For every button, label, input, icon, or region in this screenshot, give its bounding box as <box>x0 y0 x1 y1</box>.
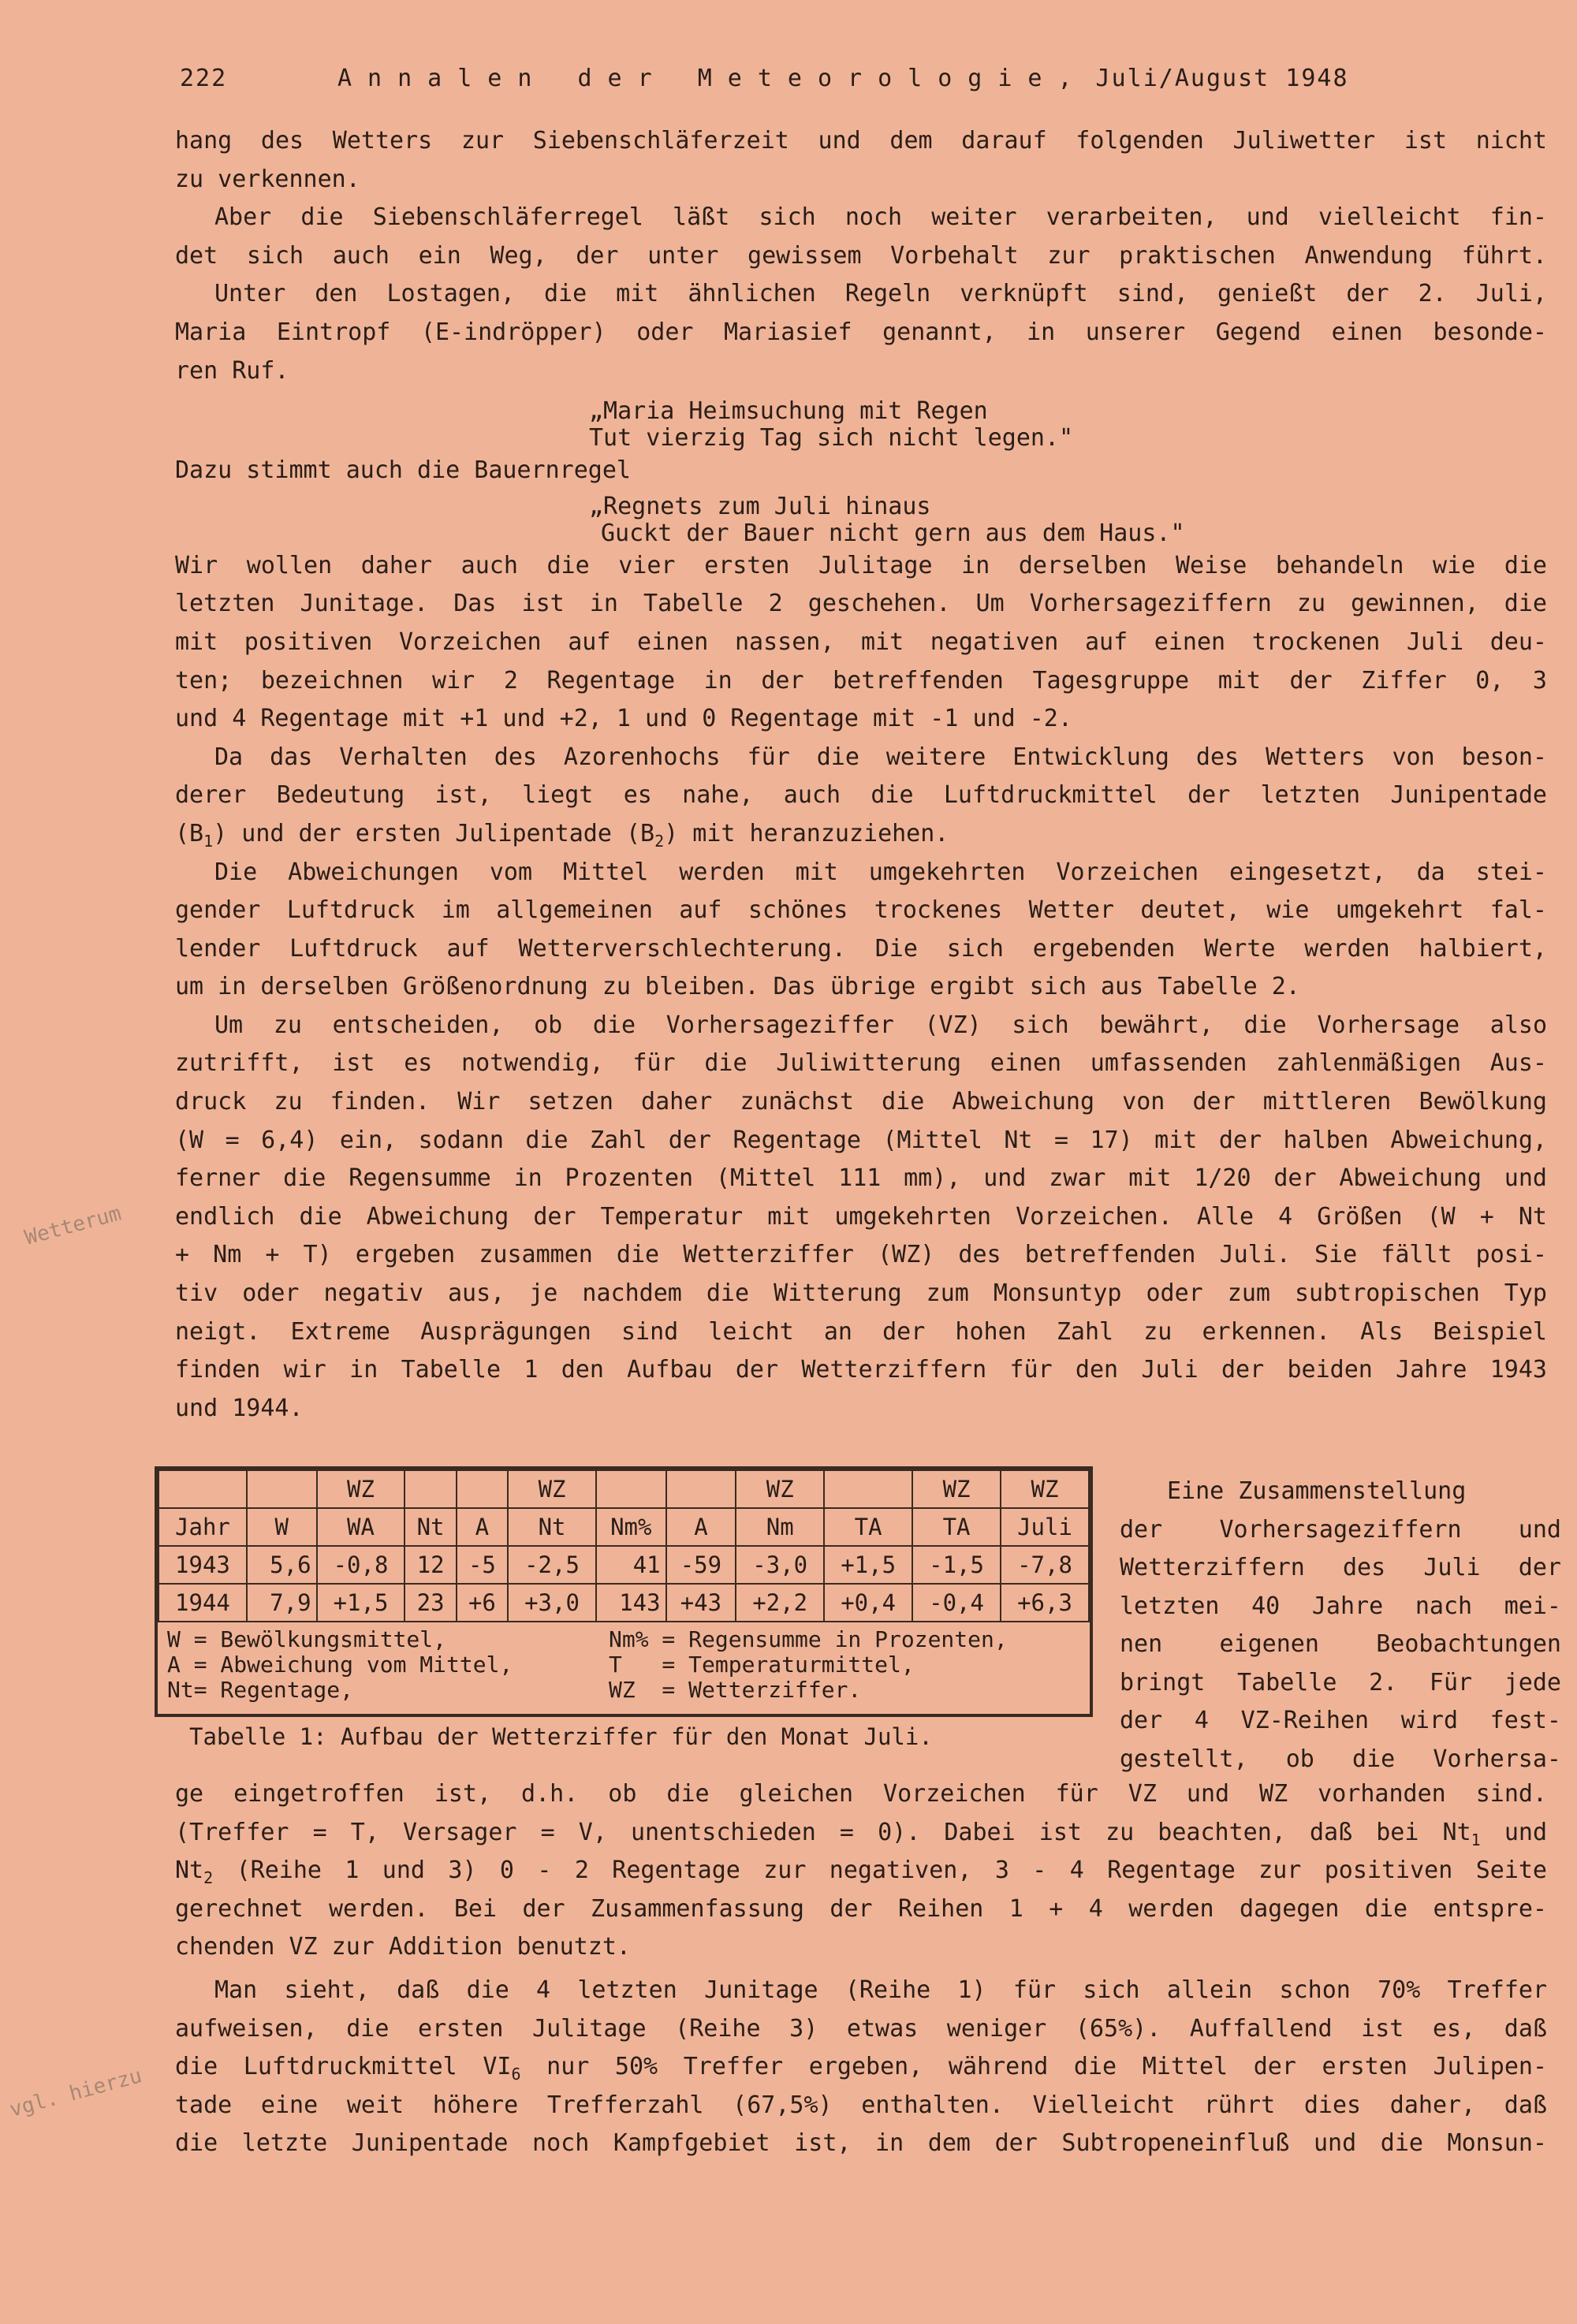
table-row <box>158 1584 1089 1622</box>
table-header: A <box>457 1508 508 1546</box>
text-line: gestellt, ob die Vorhersa- <box>1120 1745 1561 1773</box>
body-text <box>175 122 1547 1428</box>
table-cell: WZ <box>1001 1470 1089 1508</box>
table-cell: 23 <box>405 1584 456 1622</box>
text-line: endlich die Abweichung der Temperatur mit umgekehrten Vorzeichen. Alle 4 Größen (W + Nt <box>175 1202 1547 1231</box>
text-line: finden wir in Tabelle 1 den Aufbau der Wetterziffern für den Juli der beiden Jahre 1943 <box>175 1356 1547 1384</box>
table-cell: 143 <box>596 1584 666 1622</box>
table-cell: +3,0 <box>508 1584 596 1622</box>
subscript: 1 <box>203 831 214 851</box>
verse-line: „Maria Heimsuchung mit Regen <box>589 397 988 426</box>
table-cell: 1943 <box>158 1546 247 1584</box>
data-table <box>158 1469 1090 1622</box>
table-cell: 41 <box>596 1546 666 1584</box>
table-cell: WZ <box>508 1470 596 1508</box>
text-fragment: und <box>1480 1818 1547 1846</box>
subscript: 1 <box>1471 1830 1481 1849</box>
text-line <box>175 2048 1547 2087</box>
text-line: Die Abweichungen vom Mittel werden mit umgekehrten Vorzeichen eingesetzt, da stei- <box>214 858 1547 886</box>
text-line: druck zu finden. Wir setzen daher zunächst die Abweichung von der mittleren Bewölkung <box>175 1088 1547 1116</box>
journal-title: Annalen der Meteorologie, <box>337 65 1088 92</box>
table-group-row <box>158 1470 1089 1508</box>
issue-date: Juli/August 1948 <box>1095 65 1349 92</box>
text-line <box>175 1852 1547 1890</box>
table-cell: WZ <box>317 1470 405 1508</box>
table-cell: -7,8 <box>1001 1546 1089 1584</box>
verse-line: „Regnets zum Juli hinaus <box>589 492 931 520</box>
text-line: letzten Junitage. Das ist in Tabelle 2 geschehen. Um Vorhersageziffern zu gewinnen, die <box>175 590 1547 618</box>
table-cell <box>666 1470 736 1508</box>
text-line: Wir wollen daher auch die vier ersten Julitage in derselben Weise behandeln wie die <box>175 551 1547 579</box>
text-fragment: ) mit heranzuziehen. <box>664 819 949 847</box>
text-line: und 4 Regentage mit +1 und +2, 1 und 0 Regentage mit -1 und -2. <box>175 705 1072 733</box>
text-line: der Vorhersageziffern und <box>1120 1515 1561 1544</box>
table-cell: 1944 <box>158 1584 247 1622</box>
text-fragment: (Reihe 1 und 3) 0 - 2 Regentage zur negativen, 3 - 4 Regentage zur positiven Seite <box>213 1857 1547 1885</box>
table-cell <box>158 1470 247 1508</box>
text-line: zu verkennen. <box>175 165 360 193</box>
text-line: Um zu entscheiden, ob die Vorhersageziffer (VZ) sich bewährt, die Vorhersage also <box>214 1011 1547 1039</box>
table-cell: -2,5 <box>508 1546 596 1584</box>
text-line: neigt. Extreme Ausprägungen sind leicht an der hohen Zahl zu erkennen. Als Beispiel <box>175 1317 1547 1346</box>
text-line: derer Bedeutung ist, liegt es nahe, auch die Luftdruckmittel der letzten Junipentade <box>175 781 1547 810</box>
text-line: hang des Wetters zur Siebenschläferzeit und dem darauf folgenden Juliwetter ist nicht <box>175 127 1547 155</box>
text-line: Wetterziffern des Juli der <box>1120 1554 1561 1581</box>
text-line: letzten 40 Jahre nach mei- <box>1120 1592 1561 1620</box>
text-line <box>175 1814 1547 1853</box>
text-line: ren Ruf. <box>175 356 289 385</box>
table-cell: -3,0 <box>736 1546 824 1584</box>
text-line: Dazu stimmt auch die Bauernregel <box>175 456 631 485</box>
legend-entry: A = Abweichung vom Mittel, <box>167 1652 513 1678</box>
table-header: A <box>666 1508 736 1546</box>
text-line <box>175 815 1547 854</box>
page-number: 222 <box>180 65 228 92</box>
verse-line: Tut vierzig Tag sich nicht legen." <box>589 425 1074 453</box>
table-cell: +6,3 <box>1001 1584 1089 1622</box>
text-line: bringt Tabelle 2. Für jede <box>1120 1668 1561 1696</box>
text-line: Maria Eintropf (E-indröpper) oder Mariasief genannt, in unserer Gegend einen besonde- <box>175 318 1547 346</box>
text-line: um in derselben Größenordnung zu bleiben. Das übrige ergibt sich aus Tabelle 2. <box>175 973 1300 1001</box>
table-cell: WZ <box>912 1470 1001 1508</box>
table-header: TA <box>824 1508 912 1546</box>
table-cell: 12 <box>405 1546 456 1584</box>
table-header: Nm% <box>596 1508 666 1546</box>
text-line: tiv oder negativ aus, je nachdem die Witterung zum Monsuntyp oder zum subtropischen Typ <box>175 1279 1547 1308</box>
text-line: die letzte Junipentade noch Kampfgebiet ist, in dem der Subtropeneinfluß und die Monsun- <box>175 2129 1547 2158</box>
table-cell: 5,6 <box>247 1546 317 1584</box>
text-line: aufweisen, die ersten Julitage (Reihe 3) etwas weniger (65%). Auffallend ist es, daß <box>175 2014 1547 2043</box>
table-header: WA <box>317 1508 405 1546</box>
table-1 <box>155 1466 1093 1717</box>
text-fragment: (Treffer = T, Versager = V, unentschieden = 0). Dabei ist zu beachten, daß bei Nt <box>175 1818 1471 1846</box>
table-cell: -1,5 <box>912 1546 1001 1584</box>
table-header: Nm <box>736 1508 824 1546</box>
table-cell: +1,5 <box>317 1584 405 1622</box>
text-line: mit positiven Vorzeichen auf einen nassen, mit negativen auf einen trockenen Juli deu- <box>175 628 1547 656</box>
text-fragment: nur 50% Treffer ergeben, während die Mittel der ersten Julipen- <box>520 2053 1547 2081</box>
table-cell <box>247 1470 317 1508</box>
handwritten-margin-note: vgl. hierzu <box>7 2064 145 2122</box>
text-line: lender Luftdruck auf Wetterverschlechterung. Die sich ergebenden Werte werden halbiert, <box>175 934 1547 963</box>
table-header: TA <box>912 1508 1001 1546</box>
text-line: Man sieht, daß die 4 letzten Junitage (Reihe 1) für sich allein schon 70% Treffer <box>214 1976 1547 2004</box>
table-header: Nt <box>405 1508 456 1546</box>
table-cell: -59 <box>666 1546 736 1584</box>
text-line: Unter den Lostagen, die mit ähnlichen Regeln verknüpft sind, genießt der 2. Juli, <box>214 280 1547 308</box>
legend-entry: T = Temperaturmittel, <box>609 1652 915 1678</box>
text-line: tade eine weit höhere Trefferzahl (67,5%) enthalten. Vielleicht rührt dies daher, daß <box>175 2091 1547 2119</box>
legend-entry: WZ = Wetterziffer. <box>609 1677 862 1703</box>
text-line: + Nm + T) ergeben zusammen die Wetterziffer (WZ) des betreffenden Juli. Sie fällt posi- <box>175 1241 1547 1269</box>
text-line: gerechnet werden. Bei der Zusammenfassung der Reihen 1 + 4 werden dagegen die entspre- <box>175 1894 1547 1923</box>
table-header: Jahr <box>158 1508 247 1546</box>
text-fragment: die Luftdruckmittel VI <box>175 2053 512 2081</box>
text-line: Aber die Siebenschläferregel läßt sich noch weiter verarbeiten, und vielleicht fin- <box>214 203 1547 232</box>
table-cell: +2,2 <box>736 1584 824 1622</box>
text-line: det sich auch ein Weg, der unter gewissem Vorbehalt zur praktischen Anwendung führt. <box>175 241 1547 270</box>
table-header: W <box>247 1508 317 1546</box>
table-cell: 7,9 <box>247 1584 317 1622</box>
table-header-row <box>158 1508 1089 1546</box>
legend-entry: Nm% = Regensumme in Prozenten, <box>609 1626 1008 1652</box>
side-column-text <box>1120 1473 1561 1778</box>
running-header <box>180 65 1426 92</box>
text-line: und 1944. <box>175 1394 304 1422</box>
table-cell: WZ <box>736 1470 824 1508</box>
table-cell: +6 <box>457 1584 508 1622</box>
text-line: zutrifft, ist es notwendig, für die Juliwitterung einen umfassenden zahlenmäßigen Aus- <box>175 1049 1547 1078</box>
subscript: 2 <box>203 1868 214 1888</box>
table-cell: -0,4 <box>912 1584 1001 1622</box>
text-line: der 4 VZ-Reihen wird fest- <box>1120 1707 1561 1734</box>
table-cell: +1,5 <box>824 1546 912 1584</box>
table-header: Nt <box>508 1508 596 1546</box>
table-cell <box>457 1470 508 1508</box>
body-text-bottom <box>175 1775 1547 2163</box>
text-line: nen eigenen Beobachtungen <box>1120 1630 1561 1658</box>
text-line: ten; bezeichnen wir 2 Regentage in der betreffenden Tagesgruppe mit der Ziffer 0, 3 <box>175 666 1547 695</box>
handwritten-margin-note: Wetterum <box>22 1201 124 1250</box>
text-line: ge eingetroffen ist, d.h. ob die gleichen Vorzeichen für VZ und WZ vorhanden sind. <box>175 1780 1547 1808</box>
text-line: chenden VZ zur Addition benutzt. <box>175 1933 631 1961</box>
table-cell <box>596 1470 666 1508</box>
subscript: 6 <box>511 2065 521 2084</box>
table-cell <box>405 1470 456 1508</box>
text-line: ferner die Regensumme in Prozenten (Mittel 111 mm), und zwar mit 1/20 der Abweichung und <box>175 1164 1547 1193</box>
legend-entry: Nt= Regentage, <box>167 1677 354 1703</box>
table-caption: Tabelle 1: Aufbau der Wetterziffer für den Monat Juli. <box>189 1723 933 1750</box>
table-row <box>158 1546 1089 1584</box>
table-cell: -5 <box>457 1546 508 1584</box>
text-line: gender Luftdruck im allgemeinen auf schönes trockenes Wetter deutet, wie umgekehrt fal- <box>175 896 1547 925</box>
table-cell: +43 <box>666 1584 736 1622</box>
table-legend <box>158 1622 1090 1708</box>
table-header: Juli <box>1001 1508 1089 1546</box>
text-fragment: Nt <box>175 1857 204 1885</box>
verse-line: Guckt der Bauer nicht gern aus dem Haus." <box>601 520 1185 547</box>
legend-entry: W = Bewölkungsmittel, <box>167 1626 447 1652</box>
table-cell: +0,4 <box>824 1584 912 1622</box>
text-fragment: ) und der ersten Julipentade (B <box>213 819 655 847</box>
text-line: Da das Verhalten des Azorenhochs für die weitere Entwicklung des Wetters von beson- <box>214 743 1547 771</box>
table-cell: -0,8 <box>317 1546 405 1584</box>
table-cell <box>824 1470 912 1508</box>
subscript: 2 <box>654 831 665 851</box>
text-fragment: (B <box>175 819 204 847</box>
text-line: (W = 6,4) ein, sodann die Zahl der Regentage (Mittel Nt = 17) mit der halben Abweichung, <box>175 1126 1547 1154</box>
text-line: Eine Zusammenstellung <box>1167 1477 1467 1505</box>
